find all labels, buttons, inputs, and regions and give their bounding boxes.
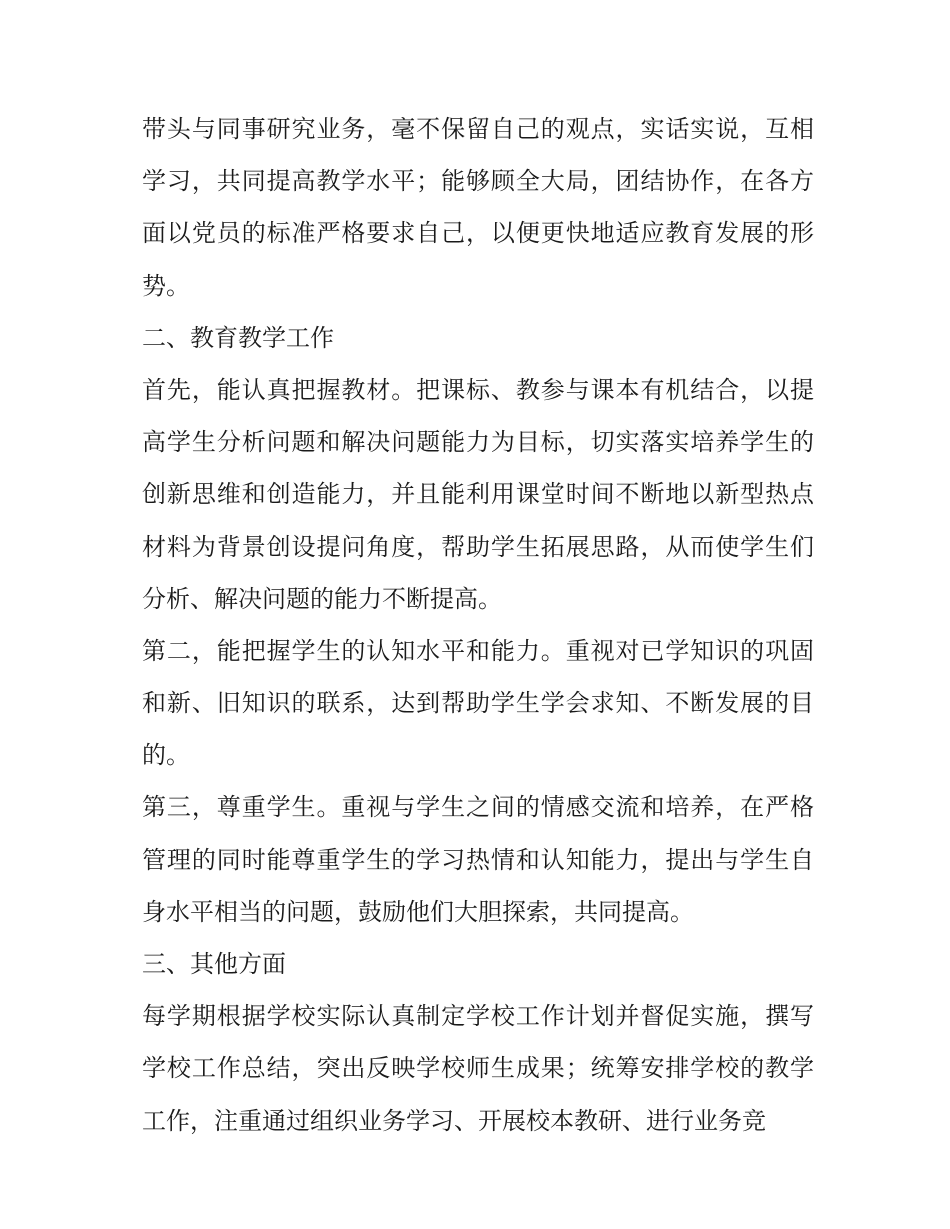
document-body xyxy=(142,103,814,1147)
paragraph-line: 管理的同时能尊重学生的学习热情和认知能力，提出与学生自 xyxy=(142,845,814,874)
paragraph-line: 第二，能把握学生的认知水平和能力。重视对已学知识的巩固 xyxy=(142,636,814,665)
paragraph-line: 的。 xyxy=(142,741,190,770)
paragraph-line: 身水平相当的问题，鼓励他们大胆探索，共同提高。 xyxy=(142,897,694,926)
paragraph-line: 和新、旧知识的联系，达到帮助学生学会求知、不断发展的目 xyxy=(142,689,814,718)
paragraph-line: 首先，能认真把握教材。把课标、教参与课本有机结合，以提 xyxy=(142,375,814,404)
paragraph-line: 工作，注重通过组织业务学习、开展校本教研、进行业务竞 xyxy=(142,1106,766,1135)
paragraph-line: 势。 xyxy=(142,271,190,300)
paragraph-line: 面以党员的标准严格要求自己，以便更快地适应教育发展的形 xyxy=(142,219,814,248)
paragraph-line: 学校工作总结，突出反映学校师生成果；统筹安排学校的教学 xyxy=(142,1054,814,1083)
paragraph-line: 分析、解决问题的能力不断提高。 xyxy=(142,584,502,613)
paragraph-line: 第三，尊重学生。重视与学生之间的情感交流和培养，在严格 xyxy=(142,793,814,822)
paragraph-line: 每学期根据学校实际认真制定学校工作计划并督促实施，撰写 xyxy=(142,1002,814,1031)
paragraph-line: 高学生分析问题和解决问题能力为目标，切实落实培养学生的 xyxy=(142,428,814,457)
paragraph-line: 创新思维和创造能力，并且能利用课堂时间不断地以新型热点 xyxy=(142,480,814,509)
section-heading-other: 三、其他方面 xyxy=(142,950,286,978)
paragraph-line: 学习，共同提高教学水平；能够顾全大局，团结协作，在各方 xyxy=(142,167,814,196)
paragraph-line: 带头与同事研究业务，毫不保留自己的观点，实话实说，互相 xyxy=(142,115,814,143)
section-heading-education: 二、教育教学工作 xyxy=(142,323,334,352)
paragraph-line: 材料为背景创设提问角度，帮助学生拓展思路，从而使学生们 xyxy=(142,532,814,561)
